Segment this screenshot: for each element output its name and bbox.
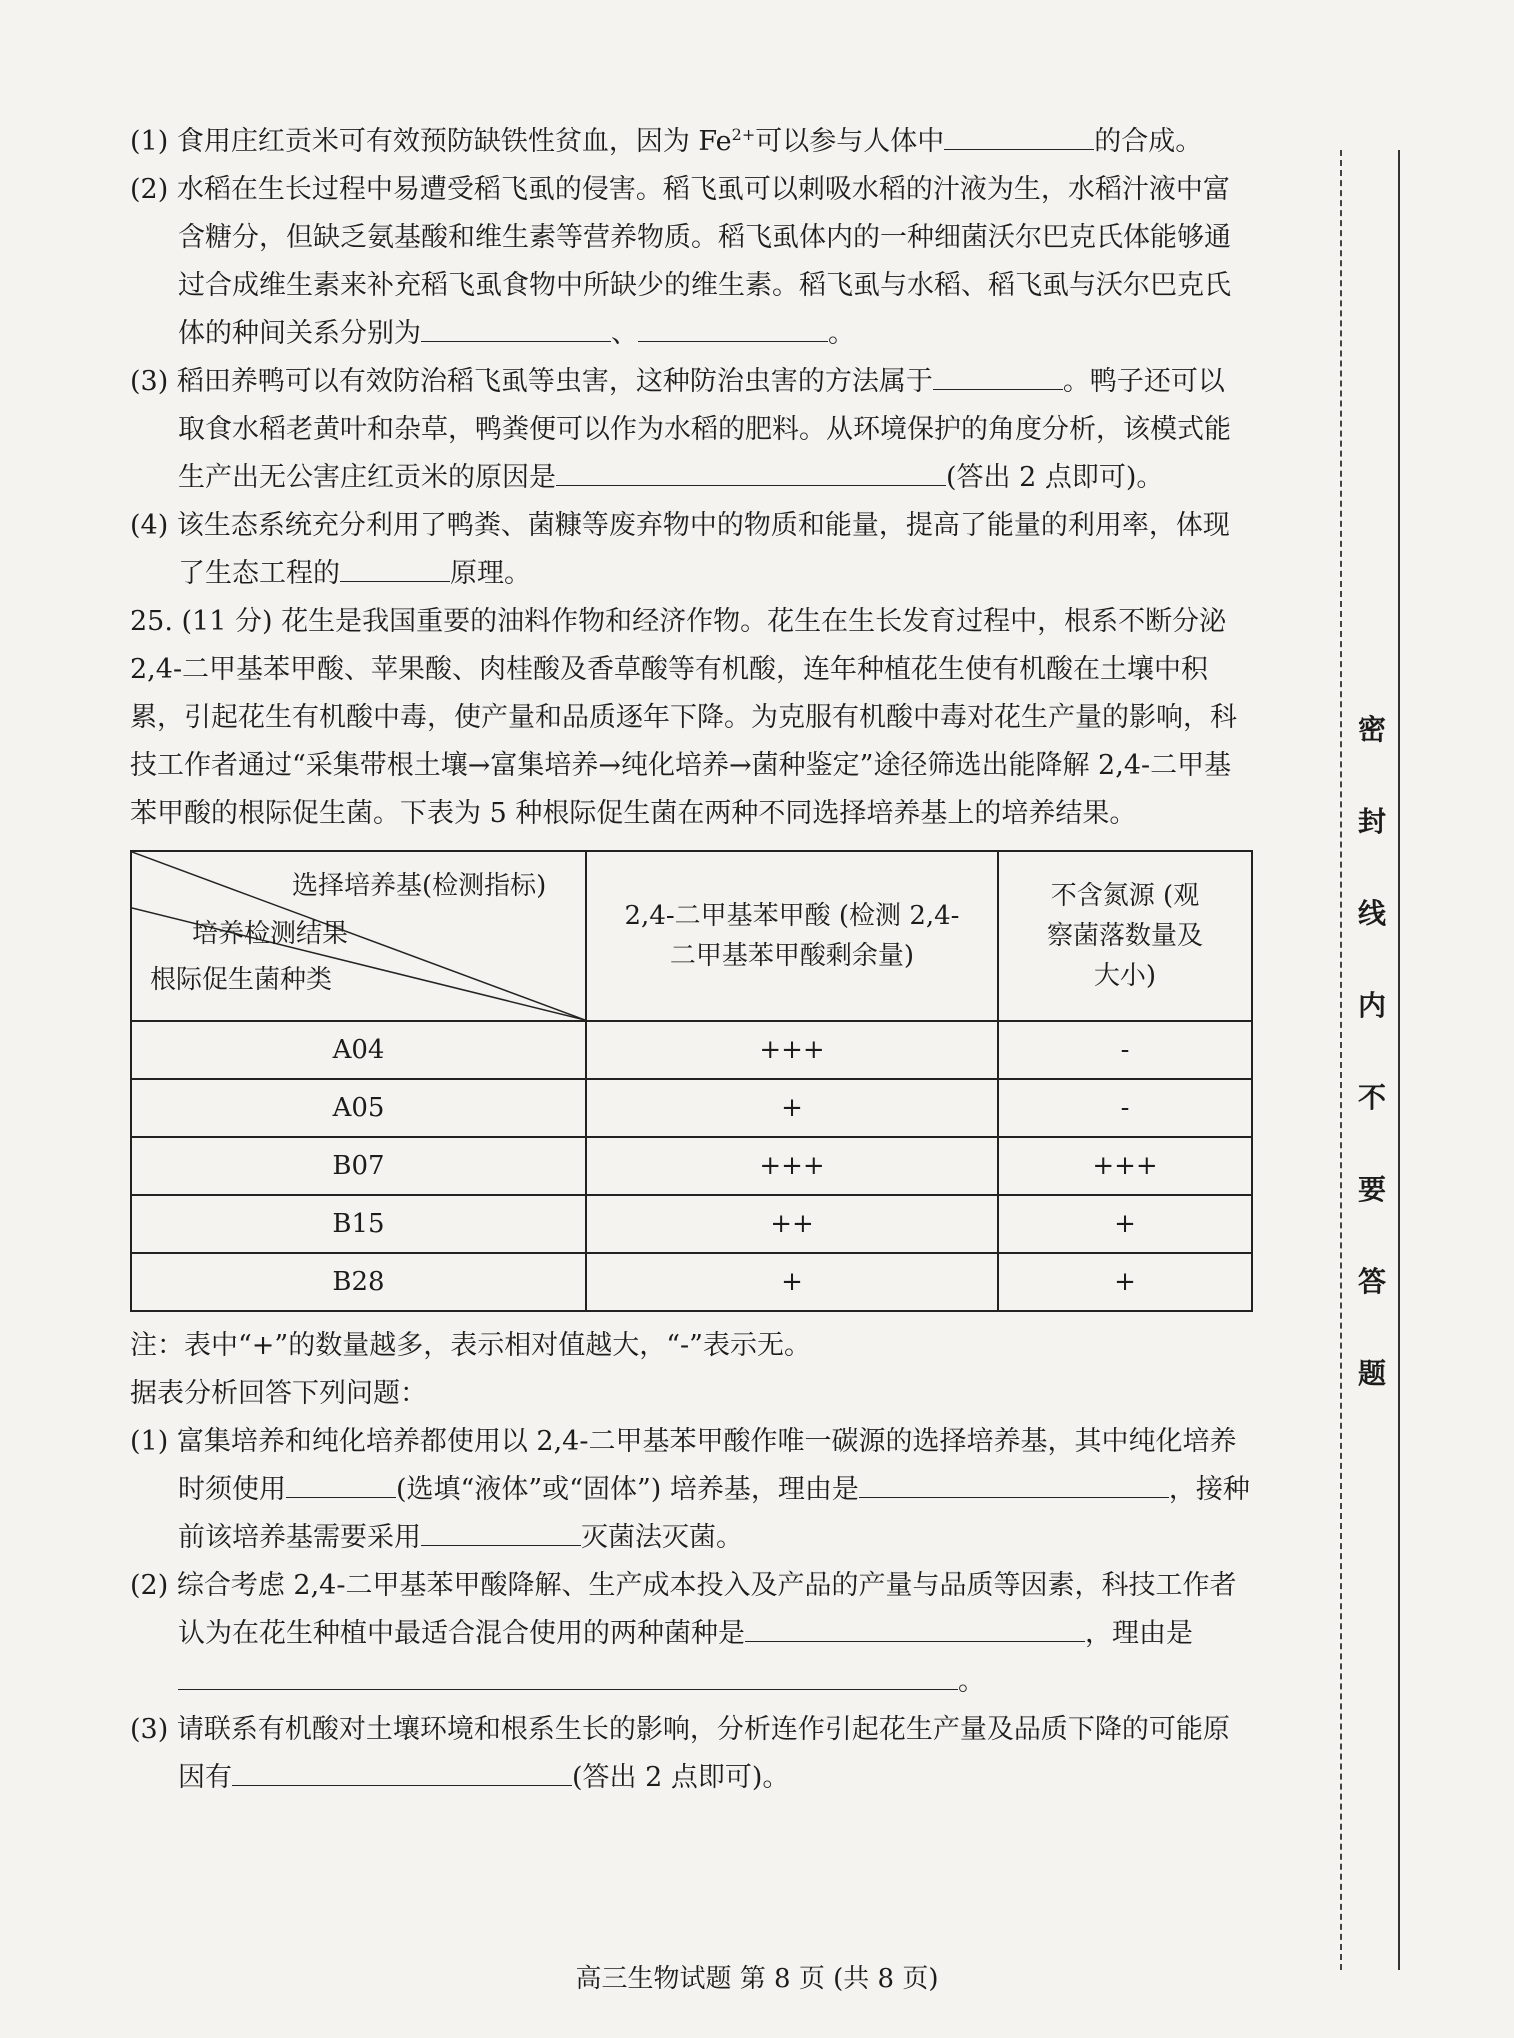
q25-intro: 25. (11 分) 花生是我国重要的油料作物和经济作物。花生在生长发育过程中，根系不断分泌 2,4-二甲基苯甲酸、苹果酸、肉桂酸及香草酸等有机酸，连年种植花生使有机酸在土壤中积累，引起花生有机酸中毒，使产量和品质逐年下降。为克服有机酸中毒对花生产量的影响，科技工作者通过“采集带根土壤→富集培养→纯化培养→菌种鉴定”途径筛选出能降解 2,4-二甲基苯甲酸的根际促生菌。下表为 5 种根际促生菌在两种不同选择培养基上的培养结果。 bbox=[130, 606, 1237, 829]
diagonal-header-cell bbox=[131, 851, 586, 1021]
table-header-row bbox=[131, 851, 1252, 1021]
answer-blank[interactable] bbox=[638, 313, 828, 342]
answer-blank[interactable] bbox=[745, 1613, 1085, 1642]
results-table bbox=[130, 850, 1253, 1312]
table-note: 注：表中“+”的数量越多，表示相对值越大，“-”表示无。 bbox=[130, 1330, 811, 1361]
answer-blank[interactable] bbox=[232, 1757, 572, 1786]
answer-blank[interactable] bbox=[178, 1661, 958, 1690]
q24-part2-text: (2) 水稻在生长过程中易遭受稻飞虱的侵害。稻飞虱可以刺吸水稻的汁液为生，水稻汁液中富含糖分，但缺乏氨基酸和维生素等营养物质。稻飞虱体内的一种细菌沃尔巴克氏体能够通过合成维生素来补充稻飞虱食物中所缺少的维生素。稻飞虱与水稻、稻飞虱与沃尔巴克氏体的种间关系分别为 bbox=[130, 174, 1231, 349]
column-header-nitrogen-free: 不含氮源 (观察菌落数量及大小) bbox=[998, 851, 1252, 1021]
answer-blank[interactable] bbox=[944, 121, 1094, 150]
seal-dashed-line bbox=[1340, 150, 1344, 1970]
answer-blank[interactable] bbox=[421, 1517, 581, 1546]
acid-value-cell: + bbox=[586, 1253, 998, 1311]
q25-part2-text-c: 。 bbox=[958, 1666, 985, 1697]
answer-blank[interactable] bbox=[859, 1469, 1169, 1498]
answer-blank[interactable] bbox=[933, 361, 1063, 390]
q24-part1 bbox=[130, 118, 1250, 166]
seal-char: 封 bbox=[1357, 805, 1386, 838]
seal-solid-line bbox=[1398, 150, 1400, 1970]
table-row bbox=[131, 1137, 1252, 1195]
q24-part4-text-b: 原理。 bbox=[450, 558, 531, 589]
acid-value-cell: ++ bbox=[586, 1195, 998, 1253]
nitrogen-value-cell: +++ bbox=[998, 1137, 1252, 1195]
seal-char: 要 bbox=[1357, 1173, 1386, 1206]
page-footer: 高三生物试题 第 8 页 (共 8 页) bbox=[575, 1964, 939, 1994]
q24-part3-text-b: 。鸭子还可以取食水稻老黄叶和杂草，鸭粪便可以作为水稻的肥料。从环境保护的角度分析，该模式能生产出无公害庄红贡米的原因是 bbox=[178, 366, 1231, 493]
q24-part1-text: (1) 食用庄红贡米可有效预防缺铁性贫血，因为 Fe bbox=[130, 126, 732, 157]
table-row bbox=[131, 1195, 1252, 1253]
answer-blank[interactable] bbox=[340, 553, 450, 582]
answer-blank[interactable] bbox=[286, 1469, 396, 1498]
seal-char: 密 bbox=[1357, 713, 1386, 746]
seal-char: 题 bbox=[1357, 1357, 1386, 1390]
header-strain-label: 根际促生菌种类 bbox=[150, 965, 333, 995]
nitrogen-value-cell: + bbox=[998, 1253, 1252, 1311]
acid-value-cell: +++ bbox=[586, 1021, 998, 1079]
table-row bbox=[131, 1079, 1252, 1137]
seal-char: 不 bbox=[1357, 1081, 1386, 1114]
q24-part2-sep: 、 bbox=[611, 318, 638, 349]
q25-part2 bbox=[130, 1562, 1250, 1706]
q24-part1-text-c: 的合成。 bbox=[1094, 126, 1203, 157]
q25-part2-text-b: ，理由是 bbox=[1085, 1618, 1193, 1649]
analysis-lead: 据表分析回答下列问题： bbox=[130, 1378, 427, 1409]
seal-char: 线 bbox=[1357, 897, 1386, 930]
answer-blank[interactable] bbox=[556, 457, 946, 486]
q24-part1-text-b: 可以参与人体中 bbox=[755, 126, 945, 157]
q24-part2 bbox=[130, 166, 1250, 358]
q24-part3-text-c: (答出 2 点即可)。 bbox=[946, 462, 1164, 493]
seal-char: 答 bbox=[1357, 1265, 1386, 1298]
strain-cell: A05 bbox=[131, 1079, 586, 1137]
column-header-acid: 2,4-二甲基苯甲酸 (检测 2,4-二甲基苯甲酸剩余量) bbox=[586, 851, 998, 1021]
q25-part3-text: (3) 请联系有机酸对土壤环境和根系生长的影响，分析连作引起花生产量及品质下降的可能原因有 bbox=[130, 1714, 1230, 1793]
q24-part3-text: (3) 稻田养鸭可以有效防治稻飞虱等虫害，这种防治虫害的方法属于 bbox=[130, 366, 933, 397]
q24-part2-end: 。 bbox=[828, 318, 855, 349]
acid-value-cell: + bbox=[586, 1079, 998, 1137]
q24-part4-text: (4) 该生态系统充分利用了鸭粪、菌糠等废弃物中的物质和能量，提高了能量的利用率，体现了生态工程的 bbox=[130, 510, 1230, 589]
q25-part1 bbox=[130, 1418, 1250, 1562]
strain-cell: A04 bbox=[131, 1021, 586, 1079]
q25-part1-text-c: ，接种前该培养基需要采用 bbox=[178, 1474, 1250, 1553]
strain-cell: B15 bbox=[131, 1195, 586, 1253]
strain-cell: B07 bbox=[131, 1137, 586, 1195]
q25-part1-text: (1) 富集培养和纯化培养都使用以 2,4-二甲基苯甲酸作唯一碳源的选择培养基，其中纯化培养时须使用 bbox=[130, 1426, 1237, 1505]
nitrogen-value-cell: + bbox=[998, 1195, 1252, 1253]
strain-cell: B28 bbox=[131, 1253, 586, 1311]
q24-part3 bbox=[130, 358, 1250, 502]
header-result-label: 培养检测结果 bbox=[192, 919, 349, 949]
table-row bbox=[131, 1021, 1252, 1079]
seal-char: 内 bbox=[1357, 989, 1386, 1022]
q25-part1-text-b: (选填“液体”或“固体”) 培养基，理由是 bbox=[396, 1474, 859, 1505]
q25-part3-text-b: (答出 2 点即可)。 bbox=[572, 1762, 790, 1793]
q25-part1-text-d: 灭菌法灭菌。 bbox=[581, 1522, 743, 1553]
header-medium-label: 选择培养基(检测指标) bbox=[292, 871, 547, 901]
acid-value-cell: +++ bbox=[586, 1137, 998, 1195]
q24-part4 bbox=[130, 502, 1250, 598]
question-body bbox=[130, 118, 1250, 1802]
q25-part2-text: (2) 综合考虑 2,4-二甲基苯甲酸降解、生产成本投入及产品的产量与品质等因素，科技工作者认为在花生种植中最适合混合使用的两种菌种是 bbox=[130, 1570, 1237, 1649]
q25-part3 bbox=[130, 1706, 1250, 1802]
table-row bbox=[131, 1253, 1252, 1311]
nitrogen-value-cell: - bbox=[998, 1079, 1252, 1137]
nitrogen-value-cell: - bbox=[998, 1021, 1252, 1079]
answer-blank[interactable] bbox=[421, 313, 611, 342]
fe-superscript: 2+ bbox=[731, 125, 756, 144]
